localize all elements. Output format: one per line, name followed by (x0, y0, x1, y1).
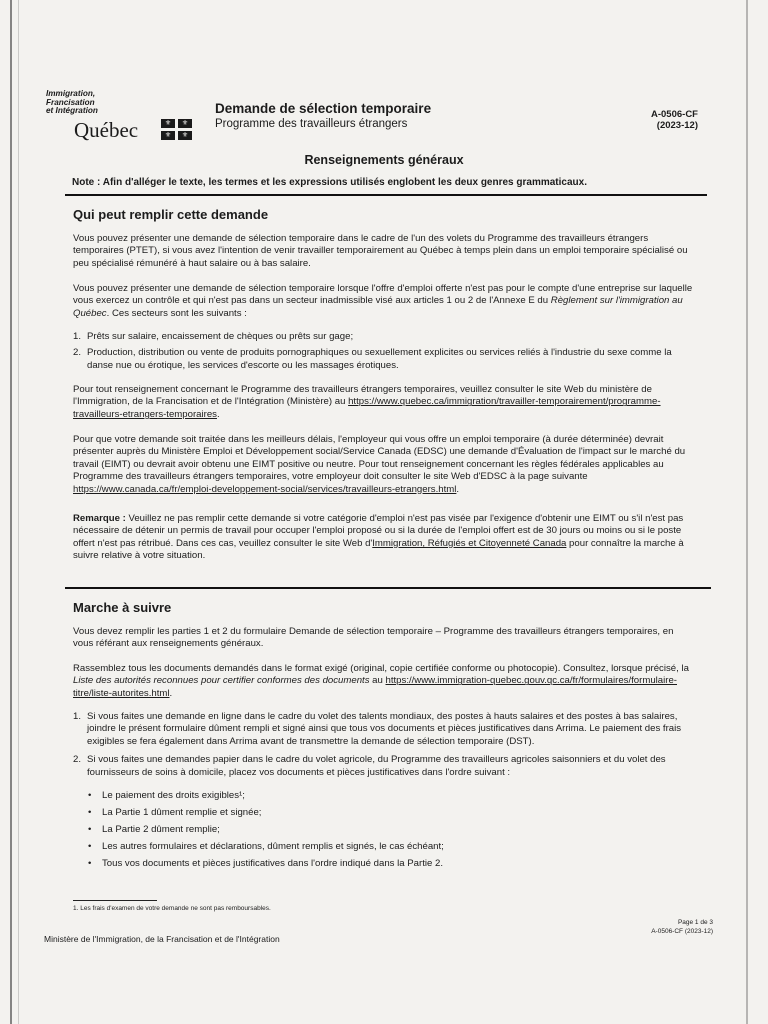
list-number: 1. (73, 711, 82, 722)
list-item (88, 824, 688, 836)
authorities-link[interactable]: https://www.immigration-quebec.gouv.qc.ca/fr/formulaires/formulaire-titre/liste-autorites.html (73, 675, 677, 699)
paragraph-text: . (456, 483, 460, 495)
list-item (88, 841, 688, 853)
section-title: Renseignements généraux (304, 153, 464, 167)
who-paragraph-2 (73, 283, 693, 320)
gender-note: Note : Afin d'alléger le texte, les termes et les expressions utilisés englobent les deux genres grammaticaux. (72, 177, 587, 188)
list-text: La Partie 1 dûment remplie et signée; (102, 807, 262, 818)
who-paragraph-4 (73, 434, 693, 496)
list-text: Tous vos documents et pièces justificatives dans l'ordre indiqué dans la Partie 2. (102, 858, 443, 869)
footnote: 1. Les frais d'examen de votre demande ne sont pas remboursables. (73, 905, 271, 912)
list-text: Prêts sur salaire, encaissement de chèques ou prêts sur gage; (87, 331, 354, 342)
list-text: Production, distribution ou vente de produits pornographiques ou sexuellement explicites ou services reliés à l'industrie du sexe comme la danse nue ou érotique, les services d'escorte ou les massages érotiques. (87, 347, 672, 371)
documents-bullet-list (88, 790, 688, 875)
form-code-date: (2023-12) (656, 120, 698, 131)
paragraph-text: Rassemblez tous les documents demandés dans le format exigé (original, copie certifiée conforme ou photocopie). Consultez, lorsque précisé, la (73, 663, 689, 674)
fleur-de-lis-flag-icon: ⚜ ⚜ ⚜ ⚜ (161, 119, 194, 141)
list-text: Le paiement des droits exigibles¹; (102, 790, 245, 801)
agency-name (46, 90, 156, 116)
bullet-icon: • (88, 858, 92, 869)
paragraph-text: Vous devez remplir les parties 1 et 2 du formulaire Demande de sélection temporaire – Programme des travailleurs étrangers temporaires, en vous référant aux renseignements généraux. (73, 626, 674, 650)
bullet-icon: • (88, 824, 92, 835)
bullet-icon: • (88, 807, 92, 818)
list-number: 2. (73, 754, 82, 766)
form-title: Demande de sélection temporaire (215, 101, 432, 116)
paragraph-text: Pour tout renseignement concernant le Programme des travailleurs étrangers temporaires, veuillez consulter le site Web du ministère de l'Immigration, de la Francisation et de l'Intégration (Ministère) au (73, 384, 652, 408)
who-paragraph-1 (73, 233, 693, 270)
bullet-icon: • (88, 790, 92, 801)
remark-label: Remarque : (73, 513, 129, 524)
agency-line: Francisation (46, 97, 95, 107)
list-item (88, 858, 688, 870)
quebec-immigration-link[interactable]: https://www.quebec.ca/immigration/travailler-temporairement/programme-travailleurs-etrangers-temporaires (73, 396, 661, 420)
regulation-title: Règlement sur l'immigration au Québec (73, 295, 683, 319)
list-text: Si vous faites une demande en ligne dans le cadre du volet des talents mondiaux, des postes à hauts salaires et des postes à bas salaires, joindre le présent formulaire dûment rempli et signé ainsi que tous vos documents et pièces justificatives dans Arrima. Le paiement des frais exigibles se fera également dans Arrima avant de transmettre la demande de sélection temporaire (DST). (87, 711, 682, 747)
list-number: 1. (73, 331, 82, 342)
list-item (73, 711, 693, 748)
page-number (600, 918, 713, 936)
list-text: Les autres formulaires et déclarations, dûment remplis et signés, le cas échéant; (102, 841, 444, 852)
who-paragraph-3 (73, 384, 693, 421)
sector-list (73, 331, 693, 372)
page-count: Page 1 de 3 (677, 919, 713, 926)
authorities-list-title: Liste des autorités reconnues pour certifier conformes des documents (73, 675, 370, 687)
steps-list (73, 711, 693, 779)
footer-ministry: Ministère de l'Immigration, de la Francisation et de l'Intégration (44, 934, 280, 944)
paragraph-text: . (169, 687, 173, 699)
footnote-divider (73, 900, 157, 901)
form-subtitle: Programme des travailleurs étrangers (215, 118, 408, 130)
list-text: La Partie 2 dûment remplie; (102, 824, 220, 835)
paragraph-text: . Ces secteurs sont les suivants : (106, 307, 247, 319)
remark-paragraph (73, 513, 693, 563)
agency-line: Immigration, (46, 89, 96, 98)
edsc-link[interactable]: https://www.canada.ca/fr/emploi-developpement-social/services/travailleurs-etrangers.html (73, 483, 457, 495)
paragraph-text: Vous pouvez présenter une demande de sélection temporaire lorsque l'offre d'emploi offerte n'est pas pour le compte d'une entreprise sur laquelle vous exercez un contrôle et qui n'est pas dans un secteur inadmissible visé aux articles 1 ou 2 de l'Annexe E du (73, 283, 693, 307)
paragraph-text: . (216, 408, 220, 420)
section-divider (65, 194, 707, 196)
form-code-number: A-0506-CF (651, 109, 698, 120)
section-divider (65, 587, 711, 589)
list-number: 2. (73, 347, 82, 359)
list-item (73, 754, 693, 779)
agency-line: et Intégration (46, 106, 98, 116)
list-item (73, 347, 693, 372)
paragraph-text: Pour que votre demande soit traitée dans les meilleurs délais, l'employeur qui vous offre un emploi temporaire (à durée déterminée) devrait présenter auprès du Ministère Emploi et Développement social/Service Canada (EDSC) une demande d'Évaluation de l'impact sur le marché du travail (EIMT) ou devrait avoir obtenu une EIMT positive ou neutre. Pour tout renseignement concernant les règles fédérales applicables au Programme des travailleurs étrangers temporaires, votre employeur doit consulter le site Web d'EDSC à la page suivante (73, 434, 686, 483)
list-text: Si vous faites une demandes papier dans le cadre du volet agricole, du Programme des travailleurs agricoles saisonniers et du volet des fournisseurs de soins à domicile, placez vos documents et pièces justificatives dans l'ordre suivant : (87, 754, 666, 778)
steps-paragraph-2 (73, 663, 693, 700)
footer-form-code: A-0506-CF (2023-12) (651, 928, 713, 935)
bullet-icon: • (88, 841, 92, 852)
list-item (73, 331, 693, 343)
list-item (88, 807, 688, 819)
paragraph-text: Vous pouvez présenter une demande de sélection temporaire dans le cadre de l'un des volets du Programme des travailleurs étrangers temporaires (PTET), si vous avez l'intention de venir travailler temporairement au Québec à temps plein dans un emploi temporaire spécialisé ou peu spécialisé rémunéré à haut salaire ou à bas salaire. (73, 233, 688, 269)
paragraph-text: pour connaître la marche à suivre relative à votre situation. (73, 537, 684, 562)
paragraph-text: Veuillez ne pas remplir cette demande si votre catégorie d'emploi n'est pas visée par l'exigence d'obtenir une EIMT ou s'il n'est pas nécessaire de détenir un permis de travail pour occuper l'emploi proposé ou si la durée de l'emploi offert est de 30 jours ou moins ou si le poste offert n'est pas rétribué. Dans ces cas, veuillez consulter le site Web d' (73, 513, 684, 549)
paragraph-text: au (369, 675, 386, 687)
quebec-logo-text: Québec (74, 118, 139, 142)
ircc-link[interactable]: Immigration, Réfugiés et Citoyenneté Canada (372, 537, 567, 549)
steps-heading: Marche à suivre (73, 600, 172, 615)
steps-paragraph-1 (73, 626, 693, 651)
who-heading: Qui peut remplir cette demande (73, 207, 269, 222)
form-code (648, 109, 708, 131)
list-item (88, 790, 688, 802)
